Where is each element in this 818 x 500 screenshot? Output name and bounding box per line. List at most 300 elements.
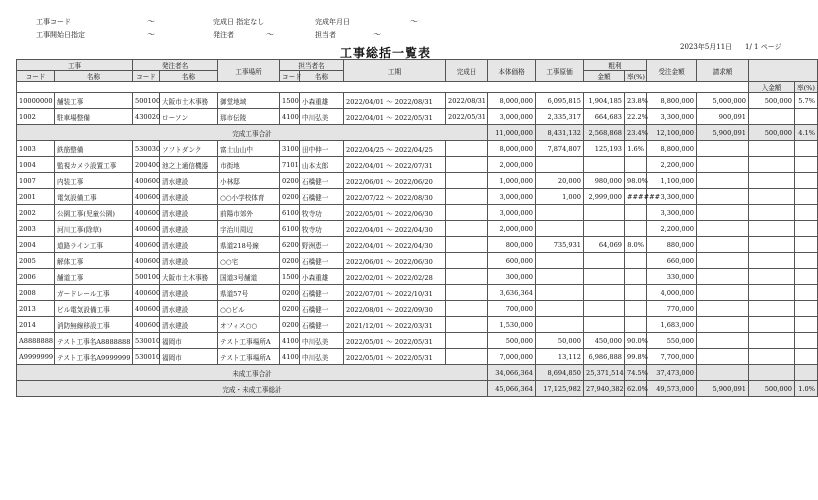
cell-done bbox=[446, 237, 488, 253]
cell-cost bbox=[536, 157, 584, 173]
cell-gp: 664,683 bbox=[584, 109, 625, 125]
table-row bbox=[17, 173, 818, 189]
cell-done bbox=[446, 285, 488, 301]
header-cell: 請求額 bbox=[697, 60, 749, 82]
cell-term: 2022/05/01 ～ 2022/06/30 bbox=[344, 205, 446, 221]
header-cell: 名称 bbox=[160, 71, 218, 82]
cell-price: 600,000 bbox=[488, 253, 536, 269]
cell-code: 1007 bbox=[17, 173, 55, 189]
cell-place: 国道3号舗道 bbox=[218, 269, 280, 285]
cell-recvr bbox=[795, 285, 818, 301]
cell-cc: 400600 bbox=[133, 301, 160, 317]
cell-code: 2002 bbox=[17, 205, 55, 221]
cell-cost bbox=[536, 301, 584, 317]
cell-cname: 清水建設 bbox=[160, 221, 218, 237]
total-label: 未成工事合計 bbox=[17, 365, 488, 381]
cell-recv bbox=[749, 333, 795, 349]
header-cell: 受注金額 bbox=[647, 60, 697, 82]
cell-price: 500,000 bbox=[488, 333, 536, 349]
cell-gp bbox=[584, 157, 625, 173]
cell-cost: 8,694,850 bbox=[536, 365, 584, 381]
cell-term: 2022/04/01 ～ 2022/07/31 bbox=[344, 157, 446, 173]
cell-pc: 0200 bbox=[280, 253, 300, 269]
cell-term: 2022/06/01 ～ 2022/06/30 bbox=[344, 253, 446, 269]
cell-name: 電気設備工事 bbox=[55, 189, 133, 205]
cell-gpr: 8.0% bbox=[625, 237, 647, 253]
cell-done bbox=[446, 189, 488, 205]
cell-bill bbox=[697, 157, 749, 173]
cell-cname: 福岡市 bbox=[160, 349, 218, 365]
filter-label: 担当者 bbox=[315, 31, 336, 39]
cell-order: 3,300,000 bbox=[647, 109, 697, 125]
cell-pname: 石橋健一 bbox=[300, 301, 344, 317]
cell-cost bbox=[536, 221, 584, 237]
cell-price: 11,000,000 bbox=[488, 125, 536, 141]
report-date: 2023年5月11日 bbox=[680, 43, 733, 51]
cell-recvr: 1.0% bbox=[795, 381, 818, 397]
cell-price: 2,000,000 bbox=[488, 221, 536, 237]
header-cell: 発注者名 bbox=[133, 60, 218, 71]
cell-gp: 64,069 bbox=[584, 237, 625, 253]
table-row bbox=[17, 317, 818, 333]
cell-bill bbox=[697, 189, 749, 205]
cell-order: 7,700,000 bbox=[647, 349, 697, 365]
cell-order: 3,300,000 bbox=[647, 205, 697, 221]
table-row bbox=[17, 109, 818, 125]
cell-recvr: 4.1% bbox=[795, 125, 818, 141]
cell-gpr: 90.0% bbox=[625, 333, 647, 349]
cell-pname: 石橋健一 bbox=[300, 317, 344, 333]
cell-name: 舗装工事 bbox=[55, 93, 133, 109]
cell-recv bbox=[749, 253, 795, 269]
cell-gpr bbox=[625, 253, 647, 269]
cell-cost bbox=[536, 317, 584, 333]
cell-order: 12,100,000 bbox=[647, 125, 697, 141]
cell-cc: 530010 bbox=[133, 349, 160, 365]
cell-pname: 山本太郎 bbox=[300, 157, 344, 173]
header-cell: 工期 bbox=[344, 60, 446, 82]
table-row bbox=[17, 253, 818, 269]
cell-gp bbox=[584, 301, 625, 317]
cell-cost: 50,000 bbox=[536, 333, 584, 349]
cell-recv: 500,000 bbox=[749, 381, 795, 397]
table-row bbox=[17, 157, 818, 173]
cell-bill: 5,900,091 bbox=[697, 125, 749, 141]
cell-recvr bbox=[795, 221, 818, 237]
filter-value: ～ bbox=[147, 17, 155, 26]
cell-recvr bbox=[795, 173, 818, 189]
cell-name: 河川工事(除草) bbox=[55, 221, 133, 237]
cell-recvr bbox=[795, 365, 818, 381]
cell-term: 2022/02/01 ～ 2022/02/28 bbox=[344, 269, 446, 285]
cell-pc: 0200 bbox=[280, 173, 300, 189]
total-row bbox=[17, 125, 818, 141]
cell-order: 770,000 bbox=[647, 301, 697, 317]
cell-pc: 6100 bbox=[280, 205, 300, 221]
cell-cost bbox=[536, 253, 584, 269]
cell-gpr: 99.8% bbox=[625, 349, 647, 365]
cell-recv bbox=[749, 189, 795, 205]
table-row bbox=[17, 221, 818, 237]
cell-gp: 980,000 bbox=[584, 173, 625, 189]
cell-place: 前陽市郊外 bbox=[218, 205, 280, 221]
cell-price: 3,000,000 bbox=[488, 109, 536, 125]
cell-price: 2,000,000 bbox=[488, 157, 536, 173]
cell-price: 3,636,364 bbox=[488, 285, 536, 301]
cell-recvr bbox=[795, 269, 818, 285]
cell-term: 2022/07/22 ～ 2022/08/30 bbox=[344, 189, 446, 205]
cell-gp: 2,999,000 bbox=[584, 189, 625, 205]
cell-cc: 400600 bbox=[133, 205, 160, 221]
cell-done: 2022/05/31 bbox=[446, 109, 488, 125]
cell-cname: 清水建設 bbox=[160, 285, 218, 301]
cell-done bbox=[446, 349, 488, 365]
cell-code: 2005 bbox=[17, 253, 55, 269]
cell-gp bbox=[584, 205, 625, 221]
cell-pname: 野洲恵一 bbox=[300, 237, 344, 253]
cell-recv bbox=[749, 205, 795, 221]
cell-term: 2022/05/01 ～ 2022/05/31 bbox=[344, 349, 446, 365]
total-label: 完成・未成工事総計 bbox=[17, 381, 488, 397]
cell-cname: 清水建設 bbox=[160, 205, 218, 221]
cell-cost bbox=[536, 285, 584, 301]
cell-place: ○○ビル bbox=[218, 301, 280, 317]
cell-pc: 4100 bbox=[280, 109, 300, 125]
cell-cost: 1,000 bbox=[536, 189, 584, 205]
cell-gp: 1,904,185 bbox=[584, 93, 625, 109]
cell-order: 330,000 bbox=[647, 269, 697, 285]
cell-recv bbox=[749, 221, 795, 237]
filter-label: 工事コード bbox=[36, 18, 71, 26]
cell-recvr: 5.7% bbox=[795, 93, 818, 109]
cell-pc: 0200 bbox=[280, 189, 300, 205]
cell-order: 660,000 bbox=[647, 253, 697, 269]
cell-pc: 1500 bbox=[280, 269, 300, 285]
cell-cname: 大阪市土木事務 bbox=[160, 93, 218, 109]
cell-pname: 石橋健一 bbox=[300, 253, 344, 269]
cell-gp bbox=[584, 253, 625, 269]
cell-order: 880,000 bbox=[647, 237, 697, 253]
cell-pname: 牧寺功 bbox=[300, 205, 344, 221]
cell-price: 45,066,364 bbox=[488, 381, 536, 397]
cell-price: 700,000 bbox=[488, 301, 536, 317]
total-label: 完成工事合計 bbox=[17, 125, 488, 141]
header-cell: 工事 bbox=[17, 60, 133, 71]
cell-term: 2022/04/01 ～ 2022/04/30 bbox=[344, 221, 446, 237]
cell-order: 1,100,000 bbox=[647, 173, 697, 189]
cell-gpr bbox=[625, 285, 647, 301]
cell-cname: 清水建設 bbox=[160, 173, 218, 189]
cell-name: 解体工事 bbox=[55, 253, 133, 269]
cell-order: 550,000 bbox=[647, 333, 697, 349]
filter-label: 完成年月日 bbox=[315, 18, 350, 26]
cell-code: 2003 bbox=[17, 221, 55, 237]
cell-recvr bbox=[795, 237, 818, 253]
cell-pc: 1500 bbox=[280, 93, 300, 109]
cell-place: 県道218号線 bbox=[218, 237, 280, 253]
cell-cc: 400600 bbox=[133, 189, 160, 205]
cell-recv bbox=[749, 349, 795, 365]
cell-pc: 4100 bbox=[280, 349, 300, 365]
cell-bill bbox=[697, 317, 749, 333]
cell-price: 3,000,000 bbox=[488, 205, 536, 221]
cell-recv bbox=[749, 157, 795, 173]
cell-bill bbox=[697, 253, 749, 269]
cell-order: 49,573,000 bbox=[647, 381, 697, 397]
cell-price: 8,000,000 bbox=[488, 141, 536, 157]
cell-order: 8,800,000 bbox=[647, 141, 697, 157]
header-cell: 粗利 bbox=[584, 60, 647, 71]
cell-gp bbox=[584, 317, 625, 333]
cell-cc: 400600 bbox=[133, 221, 160, 237]
cell-pname: 小森重雄 bbox=[300, 93, 344, 109]
total-row bbox=[17, 365, 818, 381]
cell-name: 監視カメラ設置工事 bbox=[55, 157, 133, 173]
cell-pc: 6100 bbox=[280, 221, 300, 237]
cell-pc: 0200 bbox=[280, 317, 300, 333]
cell-cc: 400600 bbox=[133, 237, 160, 253]
cell-pc: 4100 bbox=[280, 333, 300, 349]
cell-bill bbox=[697, 349, 749, 365]
cell-place: 市街地 bbox=[218, 157, 280, 173]
cell-gp: 125,193 bbox=[584, 141, 625, 157]
cell-gp: 6,986,888 bbox=[584, 349, 625, 365]
cell-cost: 735,931 bbox=[536, 237, 584, 253]
cell-code: 1003 bbox=[17, 141, 55, 157]
cell-place: ○○小学校体育 bbox=[218, 189, 280, 205]
cell-gpr bbox=[625, 205, 647, 221]
cell-name: 内装工事 bbox=[55, 173, 133, 189]
cell-order: 3,300,000 bbox=[647, 189, 697, 205]
filter-value: ～ bbox=[410, 17, 418, 26]
cell-done bbox=[446, 173, 488, 189]
cell-recvr bbox=[795, 189, 818, 205]
filter-label: 発注者 bbox=[213, 31, 234, 39]
cell-place: 富士山山中 bbox=[218, 141, 280, 157]
cell-term: 2022/04/25 ～ 2022/04/25 bbox=[344, 141, 446, 157]
cell-recv: 500,000 bbox=[749, 125, 795, 141]
cell-order: 4,000,000 bbox=[647, 285, 697, 301]
cell-bill bbox=[697, 237, 749, 253]
cell-order: 1,683,000 bbox=[647, 317, 697, 333]
cell-recv bbox=[749, 141, 795, 157]
cell-code: 1004 bbox=[17, 157, 55, 173]
cell-pc: 6200 bbox=[280, 237, 300, 253]
cell-name: ガードレール工事 bbox=[55, 285, 133, 301]
table-header bbox=[17, 60, 818, 93]
header-cell: 完成日 bbox=[446, 60, 488, 82]
cell-place: ○○宅 bbox=[218, 253, 280, 269]
cell-recvr bbox=[795, 301, 818, 317]
cell-gp: 27,940,382 bbox=[584, 381, 625, 397]
cell-name: 鉄筋整備 bbox=[55, 141, 133, 157]
cell-cname: 清水建設 bbox=[160, 301, 218, 317]
cell-name: 消防無線移設工事 bbox=[55, 317, 133, 333]
cell-place: 宇治川周辺 bbox=[218, 221, 280, 237]
cell-pname: 中川弘美 bbox=[300, 349, 344, 365]
cell-bill bbox=[697, 365, 749, 381]
cell-cc: 500100 bbox=[133, 269, 160, 285]
cell-cname: ローソン bbox=[160, 109, 218, 125]
cell-code: 2008 bbox=[17, 285, 55, 301]
cell-term: 2022/04/01 ～ 2022/04/30 bbox=[344, 237, 446, 253]
header-cell: 入金額 bbox=[749, 82, 795, 93]
cell-name: ビル電気設備工事 bbox=[55, 301, 133, 317]
cell-done: 2022/08/31 bbox=[446, 93, 488, 109]
cell-bill bbox=[697, 141, 749, 157]
cell-cc: 530010 bbox=[133, 333, 160, 349]
cell-done bbox=[446, 157, 488, 173]
cell-recv bbox=[749, 301, 795, 317]
cell-price: 7,000,000 bbox=[488, 349, 536, 365]
cell-cname: 池之上通信機器 bbox=[160, 157, 218, 173]
cell-cost: 2,335,317 bbox=[536, 109, 584, 125]
cell-cost: 13,112 bbox=[536, 349, 584, 365]
cell-cname: 福岡市 bbox=[160, 333, 218, 349]
cell-pname: 石橋健一 bbox=[300, 173, 344, 189]
header-cell: 名称 bbox=[300, 71, 344, 82]
cell-term: 2022/05/01 ～ 2022/05/31 bbox=[344, 333, 446, 349]
filter-value: ～ bbox=[147, 30, 155, 39]
cell-place: 御堂地域 bbox=[218, 93, 280, 109]
cell-name: テスト工事名A9999999 bbox=[55, 349, 133, 365]
cell-gp bbox=[584, 221, 625, 237]
cell-cname: 清水建設 bbox=[160, 237, 218, 253]
cell-term: 2022/07/01 ～ 2022/10/31 bbox=[344, 285, 446, 301]
cell-pc: 0200 bbox=[280, 301, 300, 317]
cell-place: 県道57号 bbox=[218, 285, 280, 301]
cell-cname: 清水建設 bbox=[160, 317, 218, 333]
cell-pc: 7101 bbox=[280, 157, 300, 173]
cell-cname: 清水建設 bbox=[160, 189, 218, 205]
cell-cost bbox=[536, 205, 584, 221]
cell-name: 道路ライン工事 bbox=[55, 237, 133, 253]
page-indicator: 1/ 1 ページ bbox=[745, 43, 782, 51]
cell-code: 2001 bbox=[17, 189, 55, 205]
cell-place: 小林邸 bbox=[218, 173, 280, 189]
cell-done bbox=[446, 333, 488, 349]
cell-term: 2022/04/01 ～ 2022/08/31 bbox=[344, 93, 446, 109]
cell-gpr: 62.0% bbox=[625, 381, 647, 397]
cell-code: 2013 bbox=[17, 301, 55, 317]
table-row bbox=[17, 349, 818, 365]
cell-gpr: 74.5% bbox=[625, 365, 647, 381]
cell-bill bbox=[697, 221, 749, 237]
table-row bbox=[17, 205, 818, 221]
cell-term: 2022/04/01 ～ 2022/05/31 bbox=[344, 109, 446, 125]
cell-cost: 6,095,815 bbox=[536, 93, 584, 109]
cell-cc: 530030 bbox=[133, 141, 160, 157]
cell-bill bbox=[697, 205, 749, 221]
cell-recvr bbox=[795, 109, 818, 125]
cell-gpr bbox=[625, 157, 647, 173]
cell-code: A8888888 bbox=[17, 333, 55, 349]
cell-gpr: 23.4% bbox=[625, 125, 647, 141]
cell-done bbox=[446, 141, 488, 157]
table-row bbox=[17, 189, 818, 205]
header-cell: コード bbox=[133, 71, 160, 82]
cell-cc: 200400 bbox=[133, 157, 160, 173]
cell-cc: 430020 bbox=[133, 109, 160, 125]
cell-cc: 400600 bbox=[133, 173, 160, 189]
cell-pname: 石橋健一 bbox=[300, 189, 344, 205]
cell-gp bbox=[584, 285, 625, 301]
cell-price: 800,000 bbox=[488, 237, 536, 253]
header-cell: 名称 bbox=[55, 71, 133, 82]
cell-done bbox=[446, 205, 488, 221]
cell-cc: 400600 bbox=[133, 317, 160, 333]
cell-place: オフィス○○ bbox=[218, 317, 280, 333]
cell-pc: 0200 bbox=[280, 285, 300, 301]
cell-cost: 7,874,807 bbox=[536, 141, 584, 157]
cell-bill bbox=[697, 269, 749, 285]
header-cell: 工事場所 bbox=[218, 60, 280, 82]
cell-recvr bbox=[795, 317, 818, 333]
cell-done bbox=[446, 253, 488, 269]
cell-pname: 石橋健一 bbox=[300, 285, 344, 301]
filter-value: ～ bbox=[266, 30, 274, 39]
cell-name: 駐車場整備 bbox=[55, 109, 133, 125]
cell-price: 1,000,000 bbox=[488, 173, 536, 189]
cell-cname: 大阪市土木事務 bbox=[160, 269, 218, 285]
cell-bill bbox=[697, 301, 749, 317]
cell-recv: 500,000 bbox=[749, 93, 795, 109]
cell-cost: 8,431,132 bbox=[536, 125, 584, 141]
cell-gpr: 1.6% bbox=[625, 141, 647, 157]
cell-cost: 20,000 bbox=[536, 173, 584, 189]
summary-table bbox=[16, 59, 818, 397]
cell-recv bbox=[749, 285, 795, 301]
cell-gpr bbox=[625, 301, 647, 317]
cell-term: 2022/08/01 ～ 2022/09/30 bbox=[344, 301, 446, 317]
cell-place: テスト工事場所A bbox=[218, 333, 280, 349]
cell-done bbox=[446, 301, 488, 317]
header-spacer bbox=[17, 82, 749, 93]
header-cell: コード bbox=[17, 71, 55, 82]
cell-gpr bbox=[625, 221, 647, 237]
cell-pname: 小森重雄 bbox=[300, 269, 344, 285]
cell-recv bbox=[749, 173, 795, 189]
cell-bill: 5,000,000 bbox=[697, 93, 749, 109]
cell-cost bbox=[536, 269, 584, 285]
table-row bbox=[17, 285, 818, 301]
cell-pname: 牧寺功 bbox=[300, 221, 344, 237]
cell-done bbox=[446, 221, 488, 237]
table-body bbox=[17, 93, 818, 397]
cell-order: 37,473,000 bbox=[647, 365, 697, 381]
cell-cc: 400600 bbox=[133, 285, 160, 301]
cell-gpr: 23.8% bbox=[625, 93, 647, 109]
cell-cc: 500100 bbox=[133, 93, 160, 109]
cell-recv bbox=[749, 109, 795, 125]
cell-pname: 中川弘美 bbox=[300, 109, 344, 125]
cell-pc: 3100 bbox=[280, 141, 300, 157]
cell-recv bbox=[749, 365, 795, 381]
cell-term: 2022/06/01 ～ 2022/06/20 bbox=[344, 173, 446, 189]
filter-value: ～ bbox=[373, 30, 381, 39]
total-row bbox=[17, 381, 818, 397]
table-row bbox=[17, 269, 818, 285]
cell-recvr bbox=[795, 253, 818, 269]
cell-gpr: ###### bbox=[625, 189, 647, 205]
table-row bbox=[17, 333, 818, 349]
cell-gp bbox=[584, 269, 625, 285]
cell-name: 舗道工事 bbox=[55, 269, 133, 285]
cell-place: 那市伝陵 bbox=[218, 109, 280, 125]
header-cell: コード bbox=[280, 71, 300, 82]
filter-label: 工事開始日指定 bbox=[36, 31, 85, 39]
cell-done bbox=[446, 269, 488, 285]
